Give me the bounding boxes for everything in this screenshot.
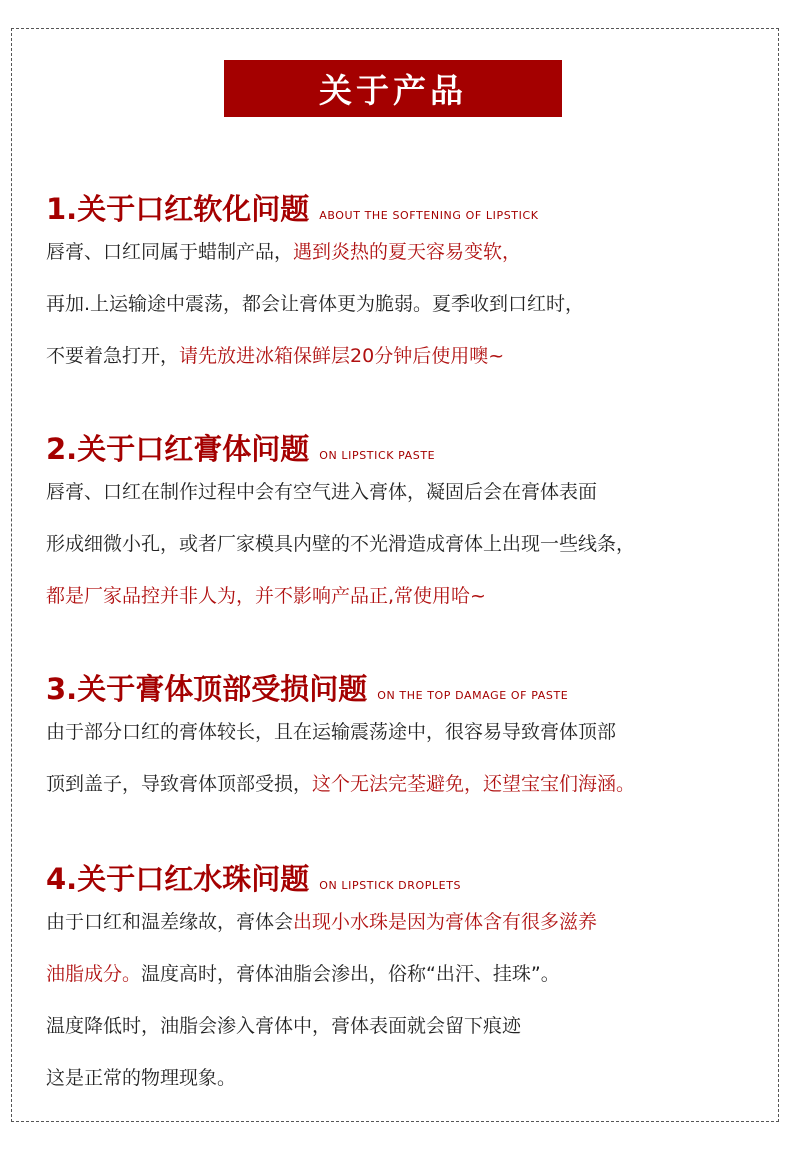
text-normal: 温度降低时，油脂会渗入膏体中，膏体表面就会留下痕迹 — [46, 1014, 522, 1037]
section-heading — [46, 850, 766, 894]
text-normal: 顶到盖子，导致膏体顶部受损， — [46, 772, 313, 795]
text-normal: 由于口红和温差缘故，膏体会 — [46, 910, 294, 933]
text-normal: 由于部分口红的膏体较长，且在运输震荡途中，很容易导致膏体顶部 — [46, 720, 617, 743]
paragraph-line — [46, 516, 766, 568]
paragraph-line — [46, 276, 766, 328]
paragraph-line — [46, 464, 766, 516]
paragraph-line — [46, 946, 766, 998]
paragraph-line — [46, 756, 766, 808]
text-highlight: 这个无法完荃避免，还望宝宝们海涵。 — [312, 772, 636, 795]
text-normal: 温度高时，膏体油脂会渗出，俗称“出汗、挂珠”。 — [141, 962, 560, 985]
paragraph-line — [46, 894, 766, 946]
paragraph-line — [46, 1050, 766, 1102]
text-normal: 不要着急打开， — [46, 344, 180, 367]
text-highlight: 出现小水珠是因为膏体含有很多滋养 — [293, 910, 598, 933]
section-top-damage — [46, 660, 766, 808]
paragraph-line — [46, 224, 766, 276]
text-normal: 再加.上运输途中震荡，都会让膏体更为脆弱。夏季收到口红时， — [46, 292, 585, 315]
section-title: 3.关于膏体顶部受损问题 — [46, 672, 368, 706]
section-heading — [46, 660, 766, 704]
text-highlight: 请先放进冰箱保鲜层20分钟后使用噢~ — [179, 344, 505, 367]
section-heading — [46, 420, 766, 464]
section-title: 4.关于口红水珠问题 — [46, 862, 310, 896]
text-normal: 唇膏、口红同属于蜡制产品， — [46, 240, 294, 263]
page-title-banner — [224, 60, 562, 117]
text-normal: 这是正常的物理现象。 — [46, 1066, 237, 1089]
paragraph-line — [46, 328, 766, 380]
section-paste — [46, 420, 766, 620]
section-title: 1.关于口红软化问题 — [46, 192, 310, 226]
text-highlight: 遇到炎热的夏天容易变软， — [293, 240, 522, 263]
section-subtitle: ON LIPSTICK DROPLETS — [319, 879, 462, 892]
text-normal: 唇膏、口红在制作过程中会有空气进入膏体，凝固后会在膏体表面 — [46, 480, 598, 503]
page-title: 关于产品 — [319, 71, 467, 110]
paragraph-line — [46, 568, 766, 620]
section-subtitle: ON THE TOP DAMAGE OF PASTE — [377, 689, 569, 702]
section-droplets — [46, 850, 766, 1102]
paragraph-line — [46, 704, 766, 756]
text-normal: 形成细微小孔，或者厂家模具内壁的不光滑造成膏体上出现一些线条， — [46, 532, 636, 555]
section-softening — [46, 180, 766, 380]
text-highlight: 油脂成分。 — [46, 962, 142, 985]
section-heading — [46, 180, 766, 224]
section-title: 2.关于口红膏体问题 — [46, 432, 310, 466]
text-highlight: 都是厂家品控并非人为，并不影响产品正,常使用哈~ — [46, 584, 486, 607]
paragraph-line — [46, 998, 766, 1050]
section-subtitle: ON LIPSTICK PASTE — [319, 449, 436, 462]
section-subtitle: ABOUT THE SOFTENING OF LIPSTICK — [319, 209, 539, 222]
